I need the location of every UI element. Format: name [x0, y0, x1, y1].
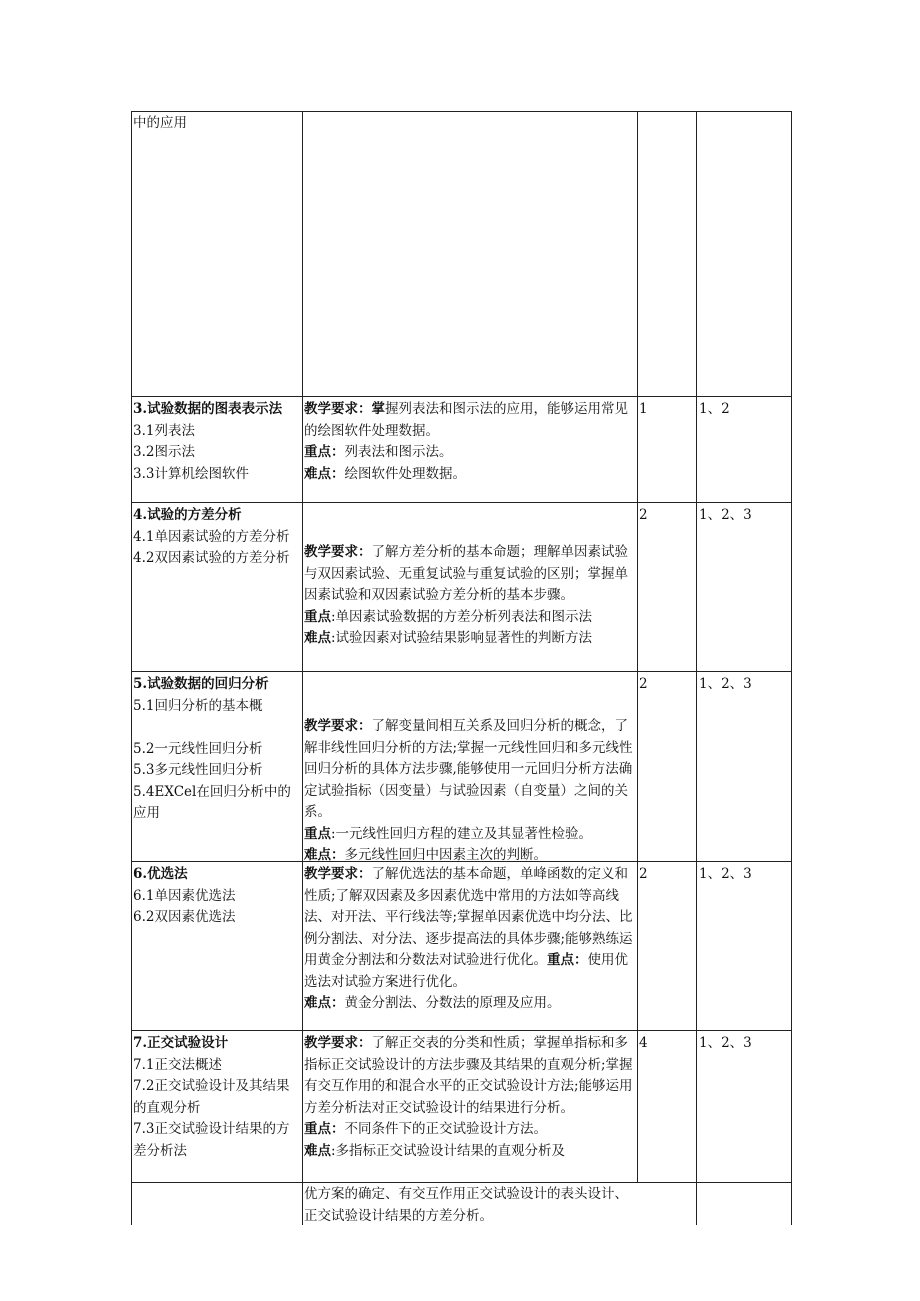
chapter-number: 5. — [133, 676, 148, 692]
chapter-cell — [133, 399, 301, 501]
subsection: 5.2一元线性回归分析 — [133, 740, 263, 757]
subsection: 6.2双因素优选法 — [133, 909, 236, 925]
requirement-text: 了解优选法的基本命题，单峰函数的定义和性质;了解双因素及多因素优选中常用的方法如等高线法、对开法、平行线法等;掌握单因素优选中均分法、比例分割法、对分法、逐步提高法的具体步骤;能够熟练运用黄金分割法和分数法对试验进行优化。 — [304, 866, 633, 968]
key-point-text: 列表法和图示法。 — [344, 444, 453, 460]
chapter-number: 6. — [133, 866, 148, 882]
syllabus-table — [131, 111, 792, 1225]
row-divider-5 — [131, 1030, 792, 1031]
row-divider-1 — [131, 396, 792, 397]
chapter-cell — [133, 674, 301, 825]
subsection: 7.3正交试验设计结果的方差分析法 — [133, 1121, 290, 1159]
requirement-text: 了解正交表的分类和性质；掌握单指标和多指标正交试验设计的方法步骤及其结果的直观分析;掌握有交互作用的和混合水平的正交试验设计方法;能够运用方差分析法对正交试验设计的结果进行分析。 — [304, 1035, 633, 1116]
requirement-label: 教学要求： — [304, 866, 372, 882]
content-cell — [304, 1033, 637, 1162]
content-cell: 教学要求：掌握列表法和图示法的应用，能够运用常见的绘图软件处理数据。 重点：列表法和图示法。 难点：绘图软件处理数据。 — [304, 401, 628, 482]
key-point-label: 重点 — [304, 608, 331, 625]
subsection: 4.1单因素试验的方差分析 — [133, 528, 290, 545]
key-point-text: 不同条件下的正交试验设计方法。 — [344, 1121, 547, 1137]
chapter-number: 4. — [133, 507, 148, 523]
subsection: 5.4EXCel在回归分析中的应用 — [133, 783, 291, 821]
chapter-title: 试验数据的图表表示法 — [147, 401, 283, 417]
key-point-label: 重点： — [304, 1121, 345, 1137]
requirement-text: 了解方差分析的基本命题；理解单因素试验与双因素试验、无重复试验与重复试验的区别；掌握单因素试验和双因素试验方差分析的基本步骤。 — [304, 544, 628, 603]
table-border-left — [131, 111, 132, 1225]
column-divider-2 — [637, 111, 638, 1182]
row-divider-3 — [131, 671, 792, 672]
chapter-cell — [133, 1033, 301, 1162]
chapter-continuation: 中的应用 — [133, 115, 187, 131]
objectives-cell: 1、2、3 — [699, 676, 752, 692]
subsection: 7.1正交法概述 — [133, 1056, 222, 1073]
difficulty-label: 难点： — [304, 847, 345, 863]
chapter-cell — [133, 505, 301, 570]
key-point-label: 重点： — [304, 444, 345, 460]
difficulty-label: 难点： — [304, 465, 345, 482]
subsection: 5.1回归分析的基本概 — [133, 697, 263, 714]
content-continuation: 优方案的确定、有交互作用正交试验设计的表头设计、正交试验设计结果的方差分析。 — [304, 1186, 628, 1224]
requirement-label: 教学要求： — [304, 1035, 372, 1051]
chapter-title: 正交试验设计 — [147, 1035, 229, 1051]
hours-cell: 2 — [639, 866, 648, 882]
row-divider-6 — [131, 1182, 792, 1183]
difficulty-text: 绘图软件处理数据。 — [344, 465, 466, 482]
requirement-label: 教学要求： — [304, 401, 372, 417]
objectives-cell: 1、2、3 — [699, 866, 752, 882]
subsection: 4.2双因素试验的方差分析 — [133, 550, 290, 566]
difficulty-label: 难点： — [304, 995, 345, 1011]
chapter-title: 试验的方差分析 — [147, 507, 242, 523]
difficulty-text: :试验因素对试验结果影响显著性的判断方法 — [331, 630, 593, 646]
chapter-cell — [133, 113, 301, 135]
subsection: 3.1列表法 — [133, 422, 195, 439]
key-point-text: :一元线性回归方程的建立及其显著性检验。 — [331, 825, 593, 842]
hours-cell: 2 — [639, 507, 648, 523]
difficulty-text: 黄金分割法、分数法的原理及应用。 — [344, 995, 561, 1011]
key-point-text: 使用优选法对试验方案进行优化。 — [304, 952, 628, 990]
hours-cell: 4 — [639, 1035, 648, 1051]
difficulty-text: 多元线性回归中因素主次的判断。 — [344, 847, 547, 863]
objectives-cell: 1、2、3 — [699, 507, 752, 523]
subsection: 6.1单因素优选法 — [133, 887, 236, 904]
column-divider-3 — [696, 111, 697, 1225]
subsection: 3.2图示法 — [133, 444, 195, 460]
subsection: 7.2正交试验设计及其结果的直观分析 — [133, 1078, 290, 1116]
column-divider-1 — [302, 111, 303, 1225]
requirement-label: 教学要求： — [304, 718, 372, 734]
content-cell — [304, 716, 637, 867]
requirement-text: 握列表法和图示法的应用，能够运用常见的绘图软件处理数据。 — [304, 401, 628, 439]
table-border-right — [791, 111, 792, 1225]
chapter-number: 7. — [133, 1035, 148, 1051]
content-cell — [304, 542, 637, 650]
chapter-cell — [133, 864, 301, 929]
subsection: 5.3多元线性回归分析 — [133, 762, 263, 778]
chapter-title: 试验数据的回归分析 — [147, 676, 269, 692]
key-point-label: 重点： — [547, 952, 588, 968]
subsection: 3.3计算机绘图软件 — [133, 465, 249, 482]
difficulty-text: :多指标正交试验设计结果的直观分析及 — [331, 1142, 566, 1159]
objectives-cell: 1、2、3 — [699, 1035, 752, 1051]
requirement-label: 教学要求： — [304, 544, 372, 560]
difficulty-label: 难点 — [304, 630, 331, 646]
objectives-cell: 1、2 — [699, 401, 730, 417]
key-point-text: :单因素试验数据的方差分析列表法和图示法 — [331, 608, 593, 625]
difficulty-label: 难点 — [304, 1142, 331, 1159]
chapter-title: 优选法 — [147, 866, 188, 882]
hours-cell: 2 — [639, 676, 648, 692]
row-divider-2 — [131, 502, 792, 503]
key-point-label: 重点 — [304, 825, 331, 842]
content-cell — [304, 864, 637, 1015]
requirement-text: 了解变量间相互关系及回归分析的概念，了解非线性回归分析的方法;掌握一元线性回归和多元线性回归分析的具体方法步骤,能够使用一元回归分析方法确定试验指标（因变量）与试验因素（自变量）之间的关系。 — [304, 718, 633, 820]
table-border-top — [131, 111, 792, 112]
hours-cell: 1 — [639, 401, 648, 417]
chapter-number: 3. — [133, 401, 148, 417]
